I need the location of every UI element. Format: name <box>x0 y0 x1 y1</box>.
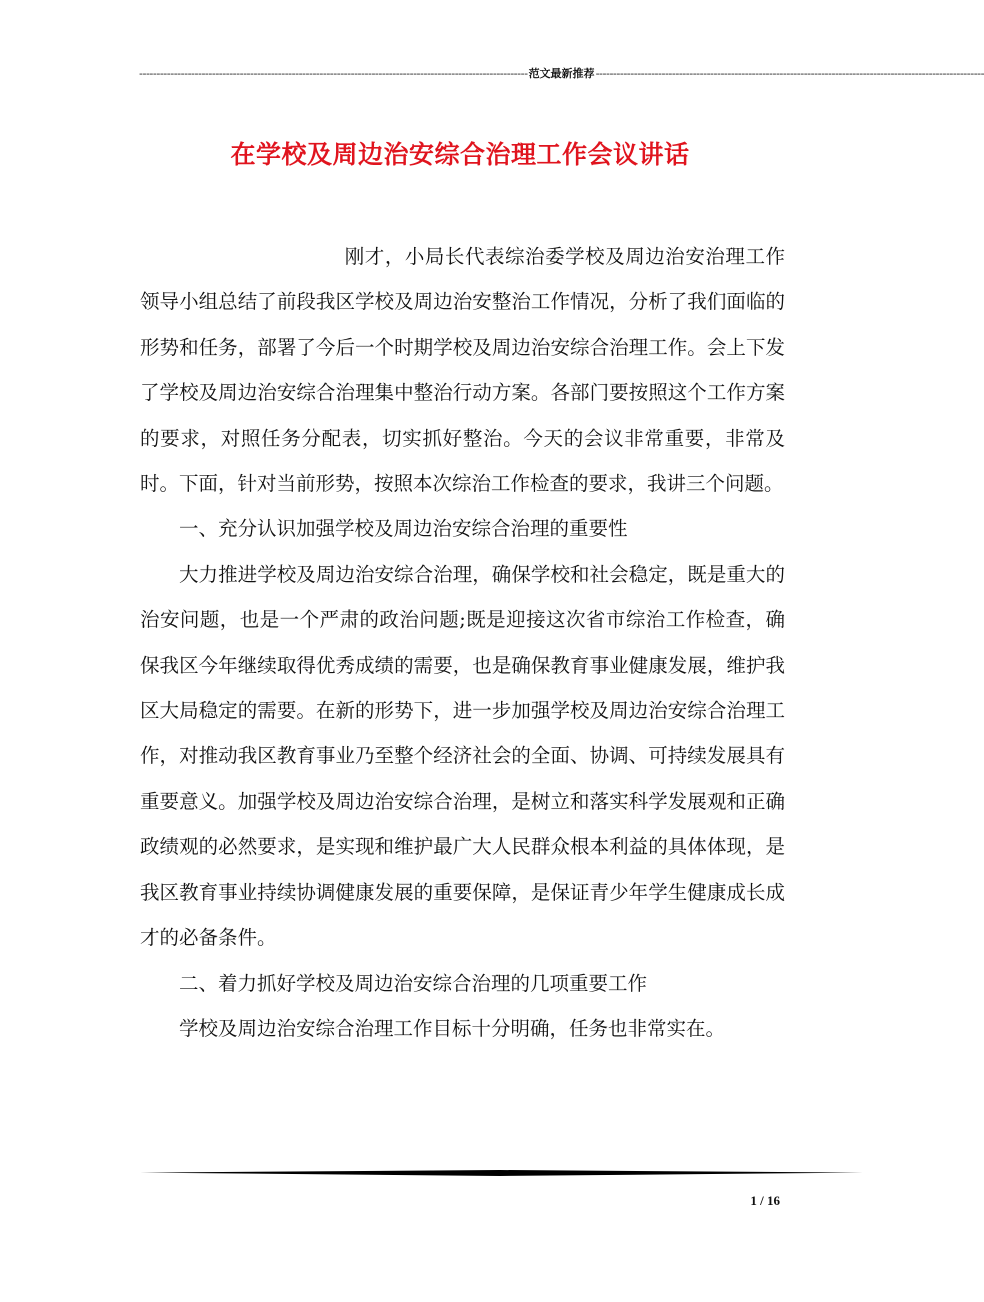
section-heading-1: 一、充分认识加强学校及周边治安综合治理的重要性 <box>179 517 628 541</box>
header-dashes-left: ---------------------------------------------------------------------------------------------------------------- <box>139 67 528 80</box>
header-dashes-right: ---------------------------------------------------------------------------------------------------------------- <box>595 67 984 80</box>
section-heading-2: 二、着力抓好学校及周边治安综合治理的几项重要工作 <box>179 971 648 995</box>
document-body <box>140 234 785 1051</box>
paragraph-intro: 刚才，小局长代表综治委学校及周边治安治理工作领导小组总结了前段我区学校及周边治安整治工作情况，分析了我们面临的形势和任务，部署了今后一个时期学校及周边治安综合治理工作。会上下发了学校及周边治安综合治理集中整治行动方案。各部门要按照这个工作方案的要求，对照任务分配表，切实抓好整治。今天的会议非常重要，非常及时。下面，针对当前形势，按照本次综治工作检查的要求，我讲三个问题。 <box>140 245 785 496</box>
header-label: 范文最新推荐 <box>528 67 595 80</box>
page-number: 1 / 16 <box>750 1193 780 1208</box>
document-title: 在学校及周边治安综合治理工作会议讲话 <box>230 139 690 169</box>
paragraph-section-2: 学校及周边治安综合治理工作目标十分明确，任务也非常实在。 <box>179 1016 726 1040</box>
footer-divider <box>140 1170 863 1176</box>
paragraph-section-1: 大力推进学校及周边治安综合治理，确保学校和社会稳定，既是重大的治安问题，也是一个严肃的政治问题;既是迎接这次省市综治工作检查，确保我区今年继续取得优秀成绩的需要，也是确保教育事业健康发展，维护我区大局稳定的需要。在新的形势下，进一步加强学校及周边治安综合治理工作，对推动我区教育事业乃至整个经济社会的全面、协调、可持续发展具有重要意义。加强学校及周边治安综合治理，是树立和落实科学发展观和正确政绩观的必然要求，是实现和维护最广大人民群众根本利益的具体体现，是我区教育事业持续协调健康发展的重要保障，是保证青少年学生健康成长成才的必备条件。 <box>140 562 785 950</box>
page-header <box>139 66 984 82</box>
